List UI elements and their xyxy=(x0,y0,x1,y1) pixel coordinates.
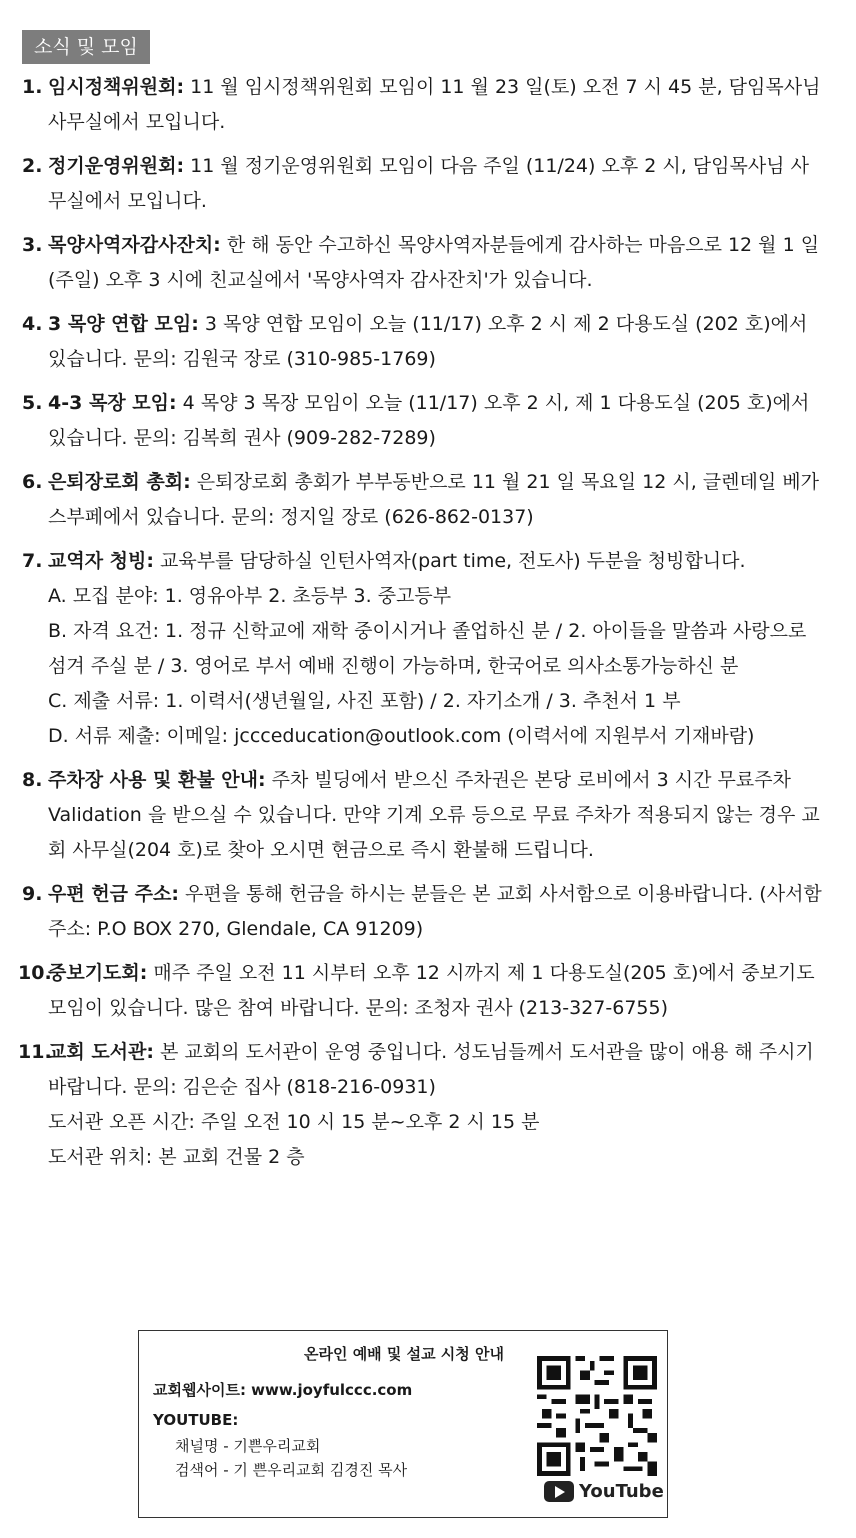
item-text: 3 목양 연합 모임이 오늘 (11/17) 오후 2 시 제 2 다용도실 (202 호)에서 있습니다. 문의: 김원국 장로 (310-985-1769) xyxy=(48,313,808,370)
youtube-search-term: 검색어 - 기 쁜우리교회 김경진 목사 xyxy=(175,1461,408,1479)
item-number: 4. xyxy=(22,313,43,335)
item-sub-line xyxy=(48,719,822,754)
item-number: 10. xyxy=(18,962,52,984)
item-title: 4-3 목장 모임: xyxy=(48,392,177,414)
info-box-title: 온라인 예배 및 설교 시청 안내 xyxy=(304,1345,504,1363)
youtube-label: YOUTUBE: xyxy=(153,1411,239,1429)
item-text: 매주 주일 오전 11 시부터 오후 12 시까지 제 1 다용도실(205 호)에서 중보기도모임이 있습니다. 많은 참여 바랍니다. 문의: 조청자 권사 (213-327-6755) xyxy=(48,962,815,1019)
item-title: 은퇴장로회 총회: xyxy=(48,471,191,493)
item-number: 2. xyxy=(22,155,43,177)
item-number: 8. xyxy=(22,769,43,791)
item-text: 우편을 통해 헌금을 하시는 분들은 본 교회 사서함으로 이용바랍니다. (사서함 주소: P.O BOX 270, Glendale, CA 91209) xyxy=(48,883,822,940)
online-worship-info-box xyxy=(138,1330,668,1518)
announcement-item xyxy=(22,465,822,535)
youtube-logo[interactable] xyxy=(544,1481,664,1502)
item-title: 교역자 청빙: xyxy=(48,550,154,572)
item-sub-line: 도서관 오픈 시간: 주일 오전 10 시 15 분~오후 2 시 15 분 xyxy=(48,1111,540,1133)
youtube-play-icon xyxy=(544,1481,574,1502)
announcement-item xyxy=(18,1035,822,1175)
item-sub-line: 도서관 위치: 본 교회 건물 2 층 xyxy=(48,1146,305,1168)
item-sub-line: C. 제출 서류: 1. 이력서(생년월일, 사진 포함) / 2. 자기소개 / 3. 추천서 1 부 xyxy=(48,690,681,712)
announcement-item xyxy=(22,386,822,456)
item-number: 9. xyxy=(22,883,43,905)
announcement-item xyxy=(22,70,822,140)
church-website-link[interactable]: 교회웹사이트: www.joyfulccc.com xyxy=(153,1381,413,1399)
item-text: 교육부를 담당하실 인턴사역자(part time, 전도사) 두분을 청빙합니다. xyxy=(153,550,746,572)
qr-code-icon[interactable] xyxy=(537,1356,657,1476)
item-sub-line: A. 모집 분야: 1. 영유아부 2. 초등부 3. 중고등부 xyxy=(48,585,452,607)
announcement-list xyxy=(18,70,822,1184)
item-text: 은퇴장로회 총회가 부부동반으로 11 월 21 일 목요일 12 시, 글렌데일 베가스부페에서 있습니다. 문의: 정지일 장로 (626-862-0137) xyxy=(48,471,819,528)
item-title: 교회 도서관: xyxy=(48,1041,154,1063)
announcement-item xyxy=(22,877,822,947)
item-text: 11 월 정기운영위원회 모임이 다음 주일 (11/24) 오후 2 시, 담임목사님 사무실에서 모입니다. xyxy=(48,155,809,212)
item-title: 우편 헌금 주소: xyxy=(48,883,179,905)
youtube-channel-name: 채널명 - 기쁜우리교회 xyxy=(175,1437,321,1455)
item-text: 4 목양 3 목장 모임이 오늘 (11/17) 오후 2 시, 제 1 다용도실 (205 호)에서 있습니다. 문의: 김복희 권사 (909-282-7289) xyxy=(48,392,810,449)
item-title: 임시정책위원회: xyxy=(48,76,185,98)
item-text: 주차 빌딩에서 받으신 주차권은 본당 로비에서 3 시간 무료주차 Validation 을 받으실 수 있습니다. 만약 기계 오류 등으로 무료 주차가 적용되지 않는 경우 교회 사무실(204 호)로 찾아 오시면 현금으로 즉시 환불해 드립니다. xyxy=(48,769,820,861)
announcement-item xyxy=(22,763,822,868)
item-number: 11. xyxy=(18,1041,52,1063)
item-title: 3 목양 연합 모임: xyxy=(48,313,199,335)
announcement-item xyxy=(22,307,822,377)
item-number: 3. xyxy=(22,234,43,256)
item-sub-line: B. 자격 요건: 1. 정규 신학교에 재학 중이시거나 졸업하신 분 / 2. 아이들을 말씀과 사랑으로 섬겨 주실 분 / 3. 영어로 부서 예배 진행이 가능하며, 한국어로 의사소통가능하신 분 xyxy=(48,620,807,677)
item-title: 중보기도회: xyxy=(48,962,148,984)
item-title: 목양사역자감사잔치: xyxy=(48,234,221,256)
item-text: 11 월 임시정책위원회 모임이 11 월 23 일(토) 오전 7 시 45 분, 담임목사님 사무실에서 모입니다. xyxy=(48,76,821,133)
announcement-item xyxy=(18,956,822,1026)
item-number: 7. xyxy=(22,550,43,572)
item-number: 5. xyxy=(22,392,43,414)
youtube-logo-text: YouTube xyxy=(579,1481,664,1502)
item-number: 6. xyxy=(22,471,43,493)
announcement-item xyxy=(22,544,822,754)
announcement-item xyxy=(22,149,822,219)
item-sub-line-text: D. 서류 제출: 이메일: jccceducation@outlook.com (이력서에 지원부서 기재바람) xyxy=(48,725,755,747)
item-title: 정기운영위원회: xyxy=(48,155,185,177)
item-number: 1. xyxy=(22,76,43,98)
announcement-item xyxy=(22,228,822,298)
item-text: 본 교회의 도서관이 운영 중입니다. 성도님들께서 도서관을 많이 애용 해 주시기 바랍니다. 문의: 김은순 집사 (818-216-0931) xyxy=(48,1041,814,1098)
item-title: 주차장 사용 및 환불 안내: xyxy=(48,769,266,791)
section-header: 소식 및 모임 xyxy=(22,30,150,64)
item-text: 한 해 동안 수고하신 목양사역자분들에게 감사하는 마음으로 12 월 1 일(주일) 오후 3 시에 친교실에서 '목양사역자 감사잔치'가 있습니다. xyxy=(48,234,820,291)
